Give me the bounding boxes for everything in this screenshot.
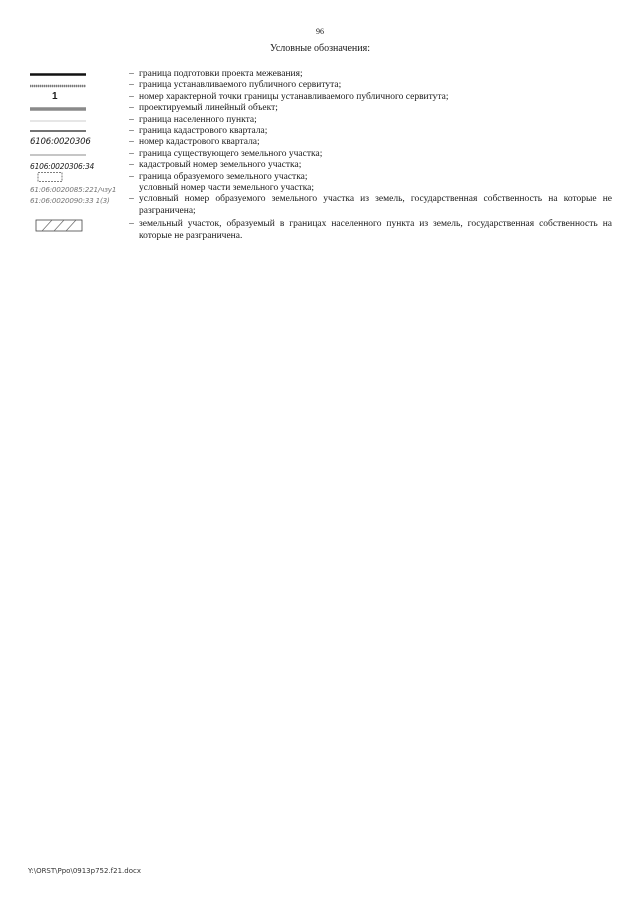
point-number-label: 1 bbox=[52, 90, 58, 102]
legend-item bbox=[26, 149, 612, 160]
legend-item bbox=[26, 103, 612, 114]
legend-text: номер кадастрового квартала; bbox=[139, 137, 260, 148]
legend-item bbox=[26, 126, 612, 137]
legend-text: граница кадастрового квартала; bbox=[139, 126, 268, 137]
parcel-code-label: 6106:0020306:34 bbox=[30, 162, 95, 172]
legend-item bbox=[26, 172, 612, 183]
dash: – bbox=[129, 91, 134, 102]
medium-line-symbol bbox=[26, 126, 124, 137]
legend-text: граница подготовки проекта межевания; bbox=[139, 69, 303, 79]
dash: – bbox=[129, 137, 134, 148]
dash: – bbox=[129, 219, 134, 230]
dash: – bbox=[129, 171, 134, 182]
dash: – bbox=[129, 148, 134, 159]
page-number: 96 bbox=[316, 27, 324, 36]
code-grey-symbol bbox=[26, 194, 124, 205]
footer-file-path: Y:\ORST\Ppo\0913p752.f21.docx bbox=[28, 867, 141, 875]
legend-text: кадастровый номер земельного участка; bbox=[139, 160, 302, 171]
hatched-box-symbol bbox=[26, 219, 124, 230]
quarter-code-label: 6106:0020306 bbox=[30, 137, 91, 148]
legend-item bbox=[26, 69, 612, 80]
legend-item bbox=[26, 137, 612, 148]
code-symbol bbox=[26, 137, 124, 148]
legend-item bbox=[26, 160, 612, 171]
thick-line-symbol bbox=[26, 69, 124, 80]
legend-text: граница устанавливаемого публичного сервитута; bbox=[139, 80, 342, 91]
legend-text: проектируемый линейный объект; bbox=[139, 103, 278, 114]
code-small-symbol bbox=[26, 160, 124, 171]
legend-text: граница образуемого земельного участка; bbox=[139, 171, 308, 182]
legend-text: земельный участок, образуемый в границах населенного пункта из земель, государственная собственность на которые не разграничена. bbox=[139, 219, 612, 241]
grey-double-line-symbol bbox=[26, 103, 124, 114]
dash: – bbox=[129, 126, 134, 137]
point-number-symbol bbox=[26, 92, 124, 103]
legend-text: номер характерной точки границы устанавливаемого публичного сервитута; bbox=[139, 91, 449, 102]
legend-item bbox=[26, 219, 612, 242]
dash: – bbox=[129, 103, 134, 114]
hatched-line-symbol bbox=[26, 80, 124, 91]
legend-text: условный номер образуемого земельного участка из земель, государственная собственность на которые не разграничена; bbox=[139, 194, 612, 216]
dashed-box-symbol bbox=[26, 172, 124, 183]
legend-item bbox=[26, 183, 612, 194]
dash: – bbox=[129, 194, 134, 205]
legend-text: граница населенного пункта; bbox=[139, 114, 257, 125]
thin-line-symbol bbox=[26, 149, 124, 160]
legend bbox=[26, 69, 612, 242]
page-title: Условные обозначения: bbox=[269, 43, 370, 54]
dash: – bbox=[129, 69, 134, 79]
dash: – bbox=[129, 160, 134, 171]
dash: – bbox=[129, 114, 134, 125]
legend-text: условный номер части земельного участка; bbox=[139, 183, 315, 194]
thin-line-symbol bbox=[26, 115, 124, 126]
legend-item bbox=[26, 80, 612, 91]
legend-item bbox=[26, 92, 612, 103]
legend-item bbox=[26, 115, 612, 126]
part-code-label: 61:06:0020085:221/чзу1 bbox=[30, 185, 117, 195]
dash: – bbox=[129, 80, 134, 91]
legend-item bbox=[26, 194, 612, 217]
new-parcel-code-label: 61:06:0020090:33 1(3) bbox=[30, 196, 110, 206]
legend-text: граница существующего земельного участка; bbox=[139, 148, 323, 159]
code-grey-symbol bbox=[26, 183, 124, 194]
